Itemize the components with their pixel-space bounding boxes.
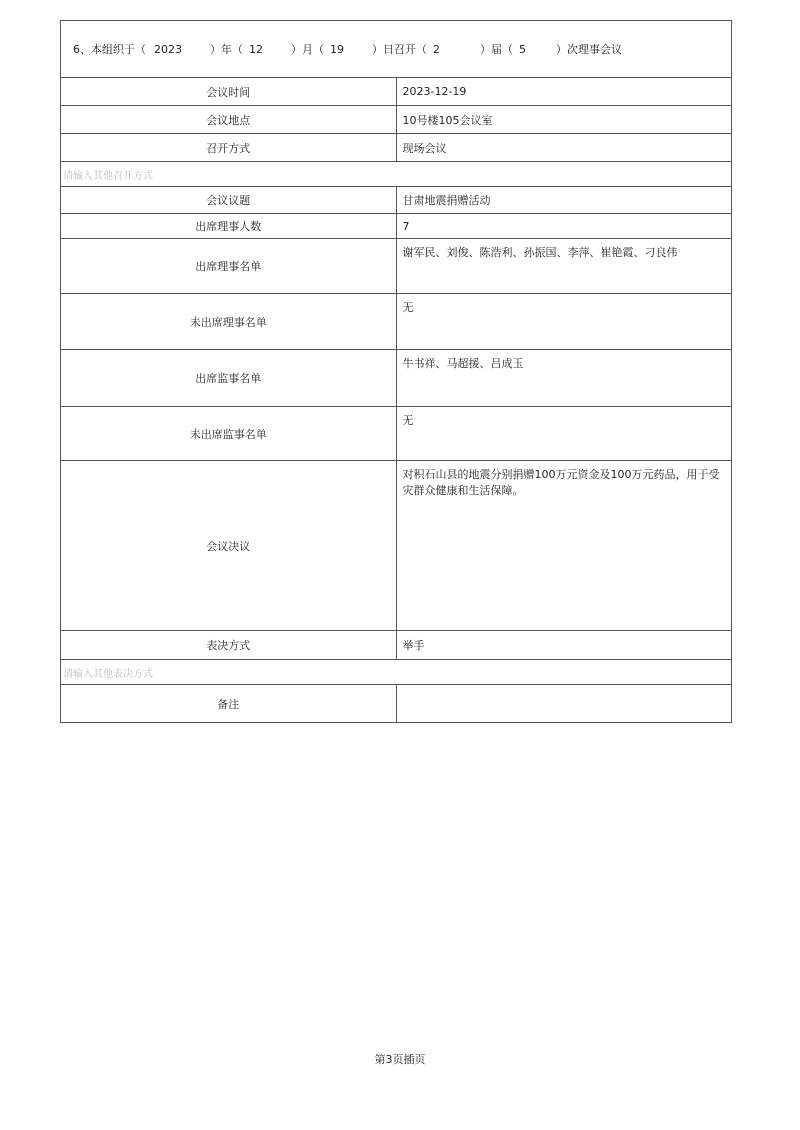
month-unit: ）月（ [291,43,324,56]
row-voting-method [61,631,732,660]
row-meeting-method [61,134,732,162]
value-attending-supervisors: 牛书祥、马超援、吕成玉 [396,350,732,407]
meeting-record-form [60,20,732,723]
label-meeting-time: 会议时间 [61,78,397,106]
session-value: 2 [433,43,440,56]
meeting-header-line [61,21,732,78]
label-voting-method: 表决方式 [61,631,397,660]
row-absent-directors [61,294,732,350]
value-resolution: 对积石山县的地震分别捐赠100万元资金及100万元药品，用于受灾群众健康和生活保障。 [396,461,732,631]
value-absent-directors: 无 [396,294,732,350]
month-value: 12 [249,43,263,56]
day-value: 19 [330,43,344,56]
value-absent-supervisors: 无 [396,407,732,461]
row-resolution [61,461,732,631]
value-meeting-time: 2023-12-19 [396,78,732,106]
other-voting-placeholder: 请输入其他表决方式 [61,660,732,685]
value-voting-method: 举手 [396,631,732,660]
row-meeting-topic [61,187,732,214]
meeting-no-value: 5 [519,43,526,56]
label-meeting-topic: 会议议题 [61,187,397,214]
header-prefix: 6、本组织于（ [73,43,146,56]
value-attending-directors: 谢军民、刘俊、陈浩利、孙振国、李萍、崔艳霞、刁良伟 [396,239,732,294]
label-remarks: 备注 [61,685,397,723]
label-attending-directors-count: 出席理事人数 [61,214,397,239]
label-meeting-method: 召开方式 [61,134,397,162]
row-other-method-hint [61,162,732,187]
label-attending-supervisors: 出席监事名单 [61,350,397,407]
value-remarks [396,685,732,723]
row-attending-supervisors [61,350,732,407]
row-meeting-time [61,78,732,106]
header-row [61,21,732,78]
row-attending-directors-count [61,214,732,239]
row-attending-directors [61,239,732,294]
label-meeting-place: 会议地点 [61,106,397,134]
row-meeting-place [61,106,732,134]
day-unit: ）日召开（ [372,43,427,56]
row-other-voting-hint [61,660,732,685]
row-absent-supervisors [61,407,732,461]
value-meeting-topic: 甘肃地震捐赠活动 [396,187,732,214]
value-attending-directors-count: 7 [396,214,732,239]
other-method-placeholder: 请输入其他召开方式 [61,162,732,187]
session-unit: ）届（ [480,43,513,56]
meeting-record-table [60,20,732,723]
label-absent-supervisors: 未出席监事名单 [61,407,397,461]
value-meeting-place: 10号楼105会议室 [396,106,732,134]
value-meeting-method: 现场会议 [396,134,732,162]
page-footer: 第3页插页 [374,1053,426,1066]
year-value: 2023 [154,43,182,56]
label-resolution: 会议决议 [61,461,397,631]
year-unit: ）年（ [210,43,243,56]
label-attending-directors: 出席理事名单 [61,239,397,294]
label-absent-directors: 未出席理事名单 [61,294,397,350]
row-remarks [61,685,732,723]
meeting-unit: ）次理事会议 [556,43,622,56]
